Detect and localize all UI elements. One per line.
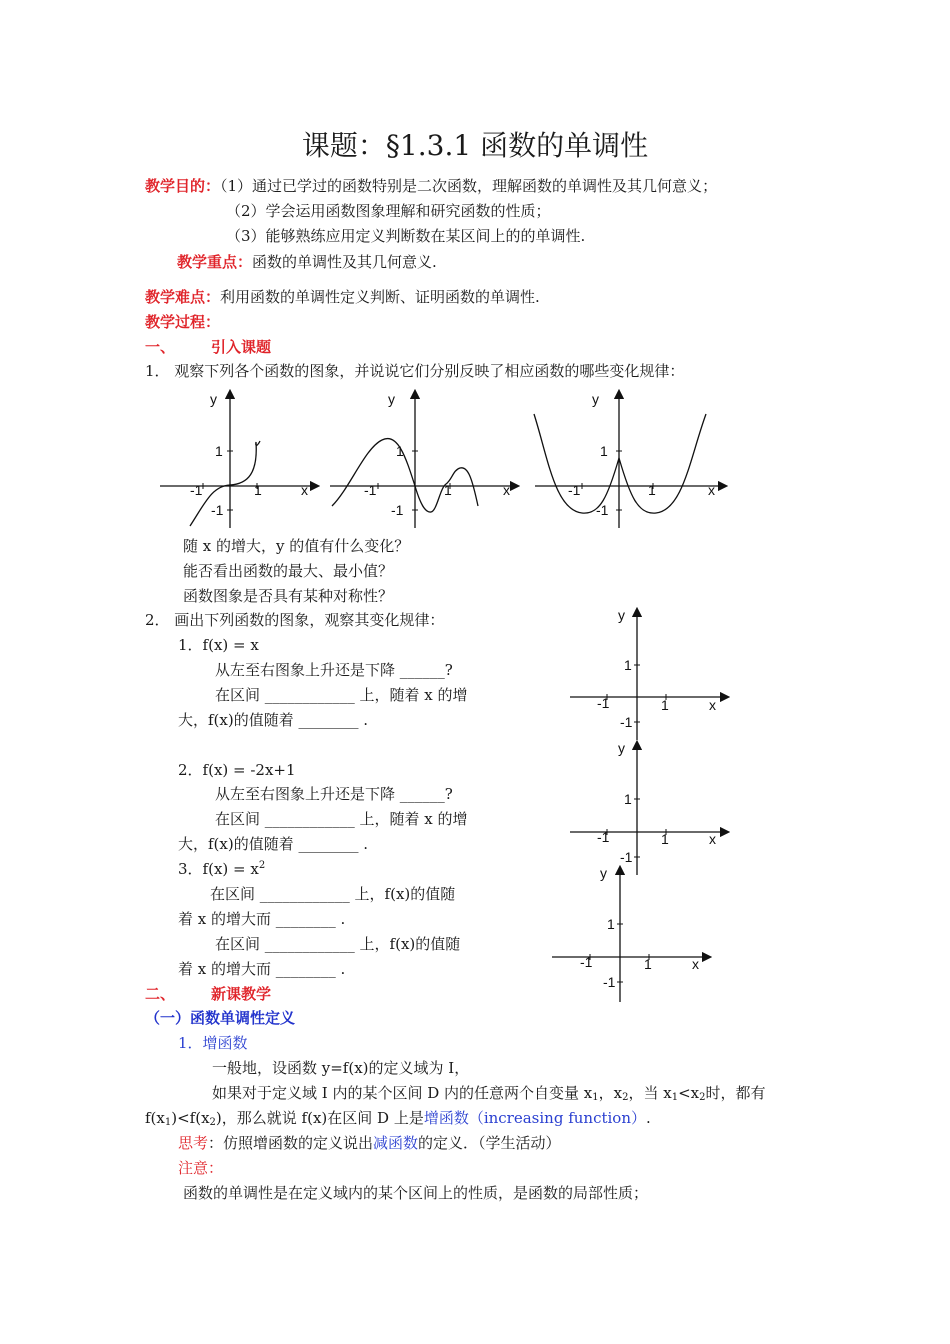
f1-label: 1．f(x) = x — [178, 636, 259, 654]
sub-2: 2 — [622, 1092, 629, 1103]
f1-line3: 大，f(x)的值随着 ________ . — [178, 711, 369, 729]
w-curve — [534, 414, 706, 513]
f3-label — [178, 859, 265, 879]
graph-cubic — [160, 391, 315, 528]
tick-1-x: 1 — [661, 831, 669, 847]
tick-neg1: -1 — [211, 502, 224, 518]
key-points-text: 函数的单调性及其几何意义. — [252, 253, 437, 271]
wave-curve — [332, 439, 478, 513]
tick-1: 1 — [624, 657, 632, 673]
para-3-c: )，那么就说 f(x)在区间 D 上是 — [215, 1109, 424, 1127]
y-label: y — [388, 391, 395, 407]
think-line — [178, 1133, 561, 1153]
blank-axes-2 — [570, 740, 725, 875]
para-3-a: f(x — [145, 1109, 165, 1127]
tick-1-x: 1 — [444, 482, 452, 498]
f3-line3: 在区间 ____________ 上，f(x)的值随 — [215, 935, 461, 953]
inc-heading: 1．增函数 — [178, 1034, 248, 1052]
sub-1: 1 — [671, 1092, 679, 1103]
objectives-line-1 — [145, 176, 717, 196]
objective-1: （1）通过已学过的函数特别是二次函数，理解函数的单调性及其几何意义； — [220, 177, 718, 195]
decreasing-function-term: 减函数 — [373, 1134, 419, 1152]
para-2 — [212, 1083, 766, 1103]
section2-title: 新课教学 — [211, 985, 272, 1003]
para-2-d: <x — [678, 1084, 700, 1102]
subsection-1: （一）函数单调性定义 — [145, 1009, 296, 1027]
difficulties-label: 教学难点： — [145, 288, 221, 306]
section1-num: 一、 — [145, 338, 176, 356]
period: . — [646, 1109, 651, 1127]
x-label: x — [708, 482, 715, 498]
tick-1-x: 1 — [648, 482, 656, 498]
tick-neg1-x: -1 — [597, 695, 610, 711]
x-label: x — [301, 482, 308, 498]
tick-1: 1 — [396, 443, 404, 459]
f2-line2: 在区间 ____________ 上，随着 x 的增 — [215, 810, 468, 828]
graph-wave — [330, 391, 515, 528]
sub-2: 2 — [699, 1092, 706, 1103]
question-2: 2． 画出下列函数的图象，观察其变化规律： — [145, 611, 445, 629]
followup-q1: 随 x 的增大，y 的值有什么变化？ — [183, 537, 410, 555]
tick-1-x: 1 — [661, 697, 669, 713]
key-points-label: 教学重点： — [177, 253, 253, 271]
f1-line2: 在区间 ____________ 上，随着 x 的增 — [215, 686, 468, 704]
note-text: 函数的单调性是在定义域内的某个区间上的性质，是函数的局部性质； — [183, 1184, 649, 1202]
graph-w-shape — [534, 391, 723, 528]
tick-1-x: 1 — [254, 482, 262, 498]
x-label: x — [709, 831, 716, 847]
tick-neg1-x: -1 — [597, 829, 610, 845]
think-a: ：仿照增函数的定义说出 — [208, 1134, 374, 1152]
f1-line1: 从左至右图象上升还是下降 ______? — [215, 661, 453, 679]
tick-neg1: -1 — [391, 502, 404, 518]
para-2-a: 如果对于定义域 I 内的某个区间 D 内的任意两个自变量 x — [212, 1084, 593, 1102]
f2-line1: 从左至右图象上升还是下降 ______? — [215, 785, 453, 803]
followup-q3: 函数图象是否具有某种对称性？ — [183, 587, 394, 605]
y-label: y — [210, 391, 217, 407]
para-2-e: 时，都有 — [705, 1084, 766, 1102]
process-label: 教学过程： — [145, 313, 221, 331]
y-label: y — [592, 391, 599, 407]
page-title: 课题：§1.3.1 函数的单调性 — [301, 129, 649, 162]
f3-line4: 着 x 的增大而 ________ . — [178, 960, 346, 978]
tick-neg1: -1 — [603, 974, 616, 990]
sub-1: 1 — [592, 1092, 599, 1103]
tick-neg1-x: -1 — [568, 482, 581, 498]
blank-axes — [545, 600, 735, 1010]
tick-neg1-x: -1 — [190, 482, 203, 498]
blank-axes-1 — [570, 607, 725, 740]
x-label: x — [692, 956, 699, 972]
tick-1: 1 — [607, 916, 615, 932]
objective-2: （2）学会运用函数图象理解和研究函数的性质； — [226, 202, 551, 220]
intro-graphs — [150, 388, 740, 538]
f3-line2: 着 x 的增大而 ________ . — [178, 910, 346, 928]
objective-3: （3）能够熟练应用定义判断数在某区间上的的单调性. — [226, 227, 586, 245]
key-points — [177, 252, 437, 272]
sub-1: 1 — [164, 1117, 172, 1128]
objectives-label: 教学目的： — [145, 177, 221, 195]
para-2-c: ，当 x — [628, 1084, 672, 1102]
blank-axes-3 — [552, 865, 707, 1002]
section2-num: 二、 — [145, 985, 176, 1003]
y-label: y — [618, 607, 625, 623]
tick-neg1-x: -1 — [580, 954, 593, 970]
followup-q2: 能否看出函数的最大、最小值？ — [183, 562, 394, 580]
think-label: 思考 — [178, 1134, 209, 1152]
tick-neg1: -1 — [620, 849, 633, 865]
f3-line1: 在区间 ____________ 上，f(x)的值随 — [210, 885, 456, 903]
question-1: 1． 观察下列各个函数的图象，并说说它们分别反映了相应函数的哪些变化规律： — [145, 362, 685, 380]
difficulties — [145, 287, 540, 307]
para-1: 一般地，设函数 y=f(x)的定义域为 I， — [212, 1059, 470, 1077]
section1-heading — [145, 337, 271, 357]
y-label: y — [618, 740, 625, 756]
y-label: y — [600, 865, 607, 881]
para-3 — [145, 1108, 651, 1128]
difficulties-text: 利用函数的单调性定义判断、证明函数的单调性. — [220, 288, 540, 306]
f2-label: 2．f(x) = -2x+1 — [178, 761, 296, 779]
tick-1: 1 — [600, 443, 608, 459]
note-label: 注意： — [178, 1159, 224, 1177]
tick-1: 1 — [215, 443, 223, 459]
section2-heading — [145, 984, 271, 1004]
tick-neg1-x: -1 — [364, 482, 377, 498]
para-2-b: ，x — [598, 1084, 623, 1102]
increasing-function-term: 增函数（increasing function） — [423, 1109, 646, 1127]
f3-exponent: 2 — [258, 860, 266, 871]
section1-title: 引入课题 — [211, 338, 272, 356]
x-label: x — [503, 482, 510, 498]
sub-2: 2 — [209, 1117, 216, 1128]
f3-label-text: 3．f(x) = x — [178, 860, 259, 878]
tick-neg1: -1 — [596, 502, 609, 518]
think-b: 的定义．（学生活动） — [418, 1134, 561, 1152]
tick-1-x: 1 — [644, 956, 652, 972]
tick-neg1: -1 — [620, 714, 633, 730]
f2-line3: 大，f(x)的值随着 ________ . — [178, 835, 369, 853]
tick-1: 1 — [624, 791, 632, 807]
x-label: x — [709, 697, 716, 713]
para-3-b: )<f(x — [171, 1109, 210, 1127]
